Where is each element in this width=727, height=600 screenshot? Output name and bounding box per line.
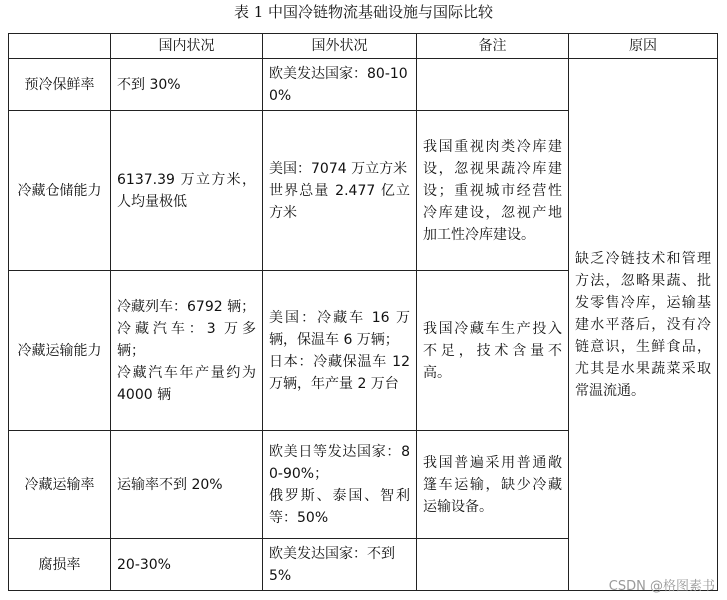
table-row (9, 59, 718, 111)
header-domestic: 国内状况 (111, 34, 263, 59)
domestic-cell: 冷藏列车：6792 辆； 冷藏汽车：3 万多辆； 冷藏汽车年产量约为 4000 辆 (111, 271, 263, 431)
row-label: 预冷保鲜率 (9, 59, 111, 111)
table-title: 表 1 中国冷链物流基础设施与国际比较 (233, 3, 494, 21)
row-label: 冷藏仓储能力 (9, 111, 111, 271)
domestic-cell: 6137.39 万立方米，人均量极低 (111, 111, 263, 271)
foreign-cell: 美国：冷藏车 16 万辆，保温车 6 万辆； 日本：冷藏保温车 12 万辆，年产量 2 万台 (263, 271, 417, 431)
note-cell: 我国冷藏车生产投入不足，技术含量不高。 (417, 271, 569, 431)
domestic-cell: 不到 30% (111, 59, 263, 111)
foreign-cell: 欧美发达国家：80-100% (263, 59, 417, 111)
reason-cell: 缺乏冷链技术和管理方法，忽略果蔬、批发零售冷库，运输基建水平落后，没有冷链意识，生鲜食品，尤其是水果蔬菜采取常温流通。 (569, 59, 718, 591)
header-row (9, 34, 718, 59)
header-cell-empty (9, 34, 111, 59)
note-cell (417, 59, 569, 111)
header-foreign: 国外状况 (263, 34, 417, 59)
note-cell: 我国重视肉类冷库建设，忽视果蔬冷库建设；重视城市经营性冷库建设，忽视产地加工性冷库建设。 (417, 111, 569, 271)
foreign-cell: 欧美发达国家：不到 5% (263, 539, 417, 591)
note-cell: 我国普遍采用普通敞篷车运输，缺少冷藏运输设备。 (417, 431, 569, 539)
watermark: CSDN @格图素书 (608, 579, 715, 594)
row-label: 腐损率 (9, 539, 111, 591)
domestic-cell: 运输率不到 20% (111, 431, 263, 539)
note-cell (417, 539, 569, 591)
comparison-table (8, 33, 718, 591)
row-label: 冷藏运输率 (9, 431, 111, 539)
foreign-cell: 美国：7074 万立方米 世界总量 2.477 亿立方米 (263, 111, 417, 271)
domestic-cell: 20-30% (111, 539, 263, 591)
header-reason: 原因 (569, 34, 718, 59)
header-note: 备注 (417, 34, 569, 59)
foreign-cell: 欧美日等发达国家：80-90%； 俄罗斯、泰国、智利等：50% (263, 431, 417, 539)
row-label: 冷藏运输能力 (9, 271, 111, 431)
